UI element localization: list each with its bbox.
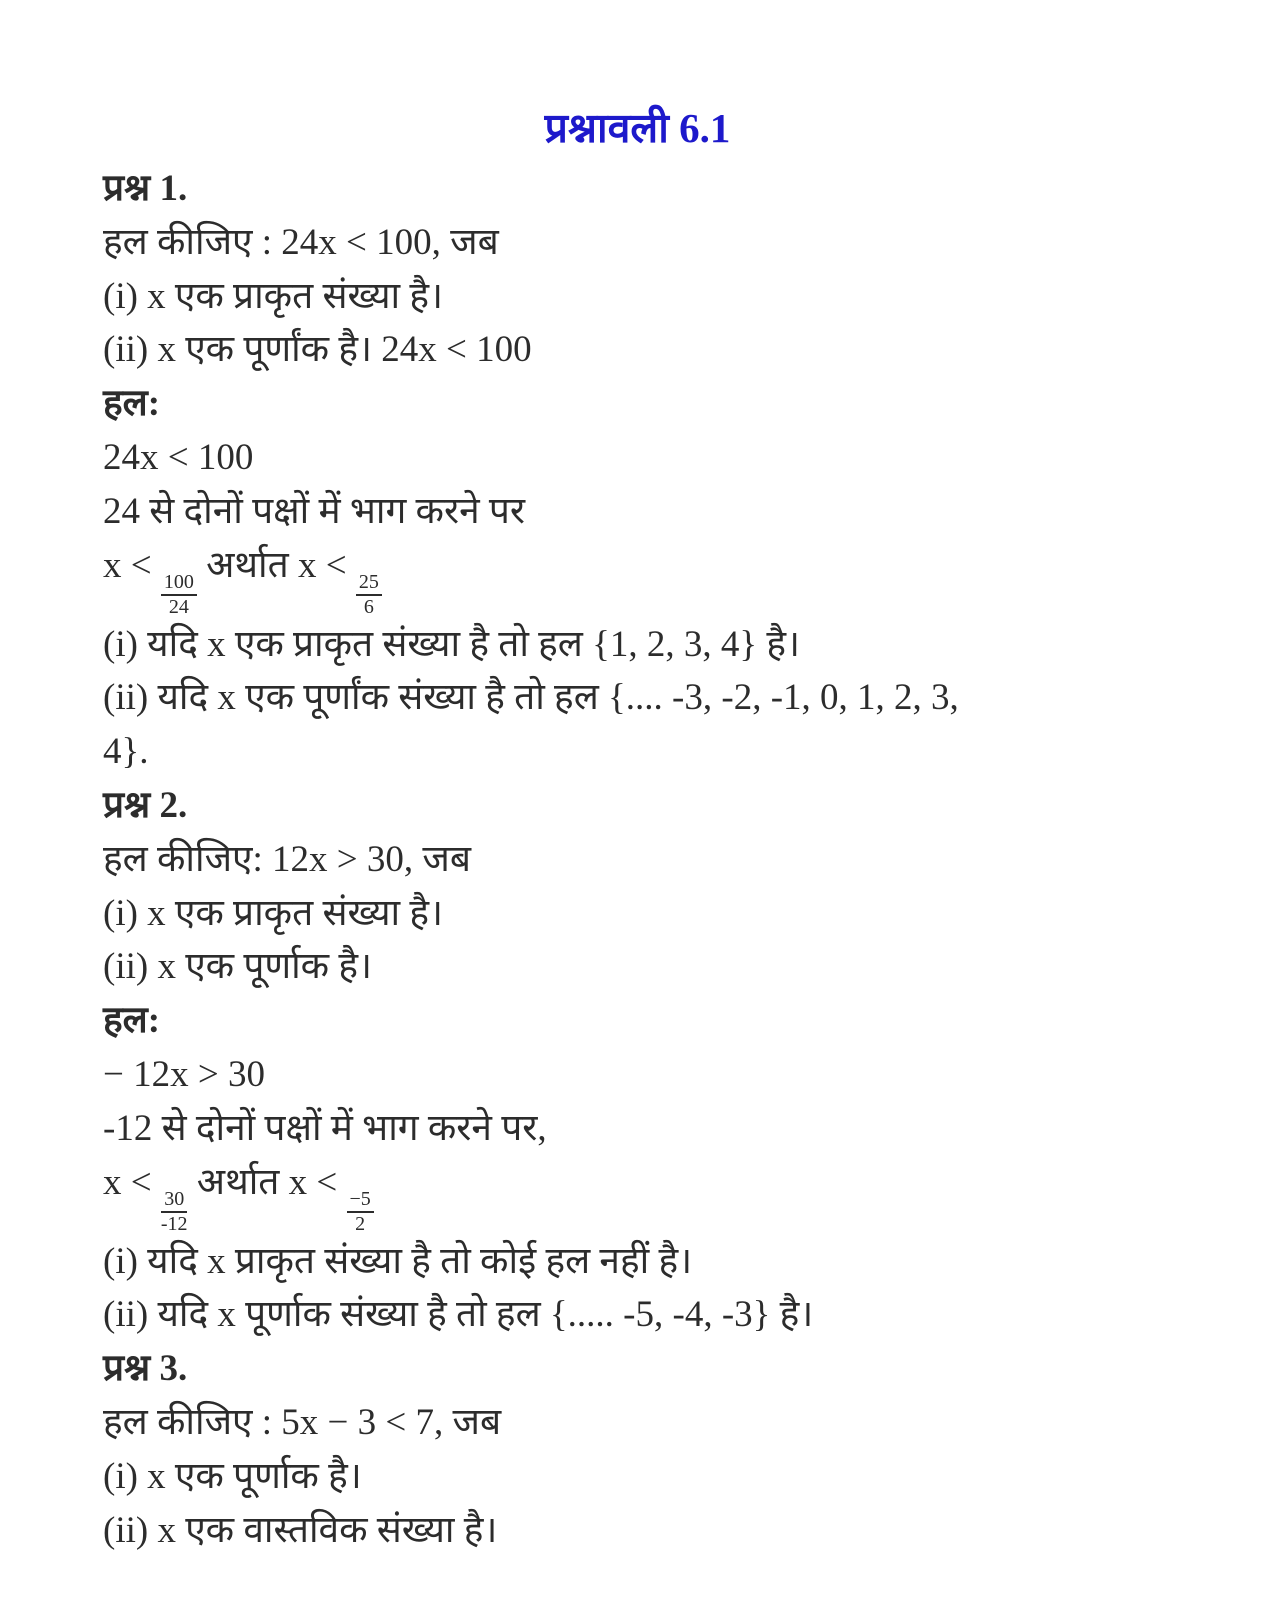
q3-label: प्रश्न 3. xyxy=(103,1348,188,1390)
q1-statement: हल कीजिए : 24x < 100, जब xyxy=(103,221,499,263)
q1-answer-i: (i) यदि x एक प्राकृत संख्या है तो हल {1, 2, 3, 4} है। xyxy=(103,623,801,665)
q2-item-i: (i) x एक प्राकृत संख्या है। xyxy=(103,892,444,934)
q1-item-ii: (ii) x एक पूर्णांक है। 24x < 100 xyxy=(103,329,532,371)
q3-item-ii: (ii) x एक वास्तविक संख्या है। xyxy=(103,1509,498,1551)
q2-fraction-step xyxy=(103,1156,1235,1235)
math-text: x < xyxy=(103,1161,161,1203)
q2-answer-ii: (ii) यदि x पूर्णाक संख्या है तो हल {..... -5, -4, -3} है। xyxy=(103,1294,814,1336)
q2-item-ii: (ii) x एक पूर्णाक है। xyxy=(103,946,373,988)
q1-step2: 24 से दोनों पक्षों में भाग करने पर xyxy=(103,490,526,532)
document-content xyxy=(0,162,1275,1557)
q2-step2: -12 से दोनों पक्षों में भाग करने पर, xyxy=(103,1107,547,1149)
q1-solution-label: हल: xyxy=(103,383,161,425)
q3-item-i: (i) x एक पूर्णाक है। xyxy=(103,1455,362,1497)
q2-solution-label: हल: xyxy=(103,1000,161,1042)
q1-step1: 24x < 100 xyxy=(103,436,254,478)
q1-item-i: (i) x एक प्राकृत संख्या है। xyxy=(103,275,444,317)
math-text: x < xyxy=(103,544,161,586)
document-page xyxy=(0,100,1275,1614)
title-row xyxy=(0,100,1275,156)
q2-statement: हल कीजिए: 12x > 30, जब xyxy=(103,838,471,880)
fraction-30-over-minus-12 xyxy=(161,1189,188,1235)
fraction-denominator: 24 xyxy=(168,595,189,618)
fraction-minus-5-over-2 xyxy=(347,1189,374,1235)
fraction-25-over-6 xyxy=(356,572,382,618)
q1-fraction-step xyxy=(103,539,1235,618)
q2-label: प्रश्न 2. xyxy=(103,784,188,826)
q1-answer-ii-line1: (ii) यदि x एक पूर्णांक संख्या है तो हल {.... -3, -2, -1, 0, 1, 2, 3, xyxy=(103,677,959,719)
q1-answer-ii-line2: 4}. xyxy=(103,731,149,773)
q2-answer-i: (i) यदि x प्राकृत संख्या है तो कोई हल नहीं है। xyxy=(103,1240,693,1282)
q3-statement: हल कीजिए : 5x − 3 < 7, जब xyxy=(103,1401,502,1443)
q1-label: प्रश्न 1. xyxy=(103,168,188,209)
fraction-numerator: 100 xyxy=(161,572,197,596)
fraction-denominator: 2 xyxy=(355,1212,366,1235)
q2-step1: − 12x > 30 xyxy=(103,1053,265,1095)
fraction-numerator: −5 xyxy=(347,1189,374,1213)
fraction-denominator: -12 xyxy=(160,1212,188,1235)
exercise-title: प्रश्नावली 6.1 xyxy=(544,105,731,151)
fraction-100-over-24 xyxy=(161,572,197,618)
math-text: अर्थात x < xyxy=(187,1161,347,1203)
fraction-numerator: 30 xyxy=(161,1189,187,1213)
math-text: अर्थात x < xyxy=(196,544,356,586)
fraction-numerator: 25 xyxy=(356,572,382,596)
fraction-denominator: 6 xyxy=(363,595,374,618)
